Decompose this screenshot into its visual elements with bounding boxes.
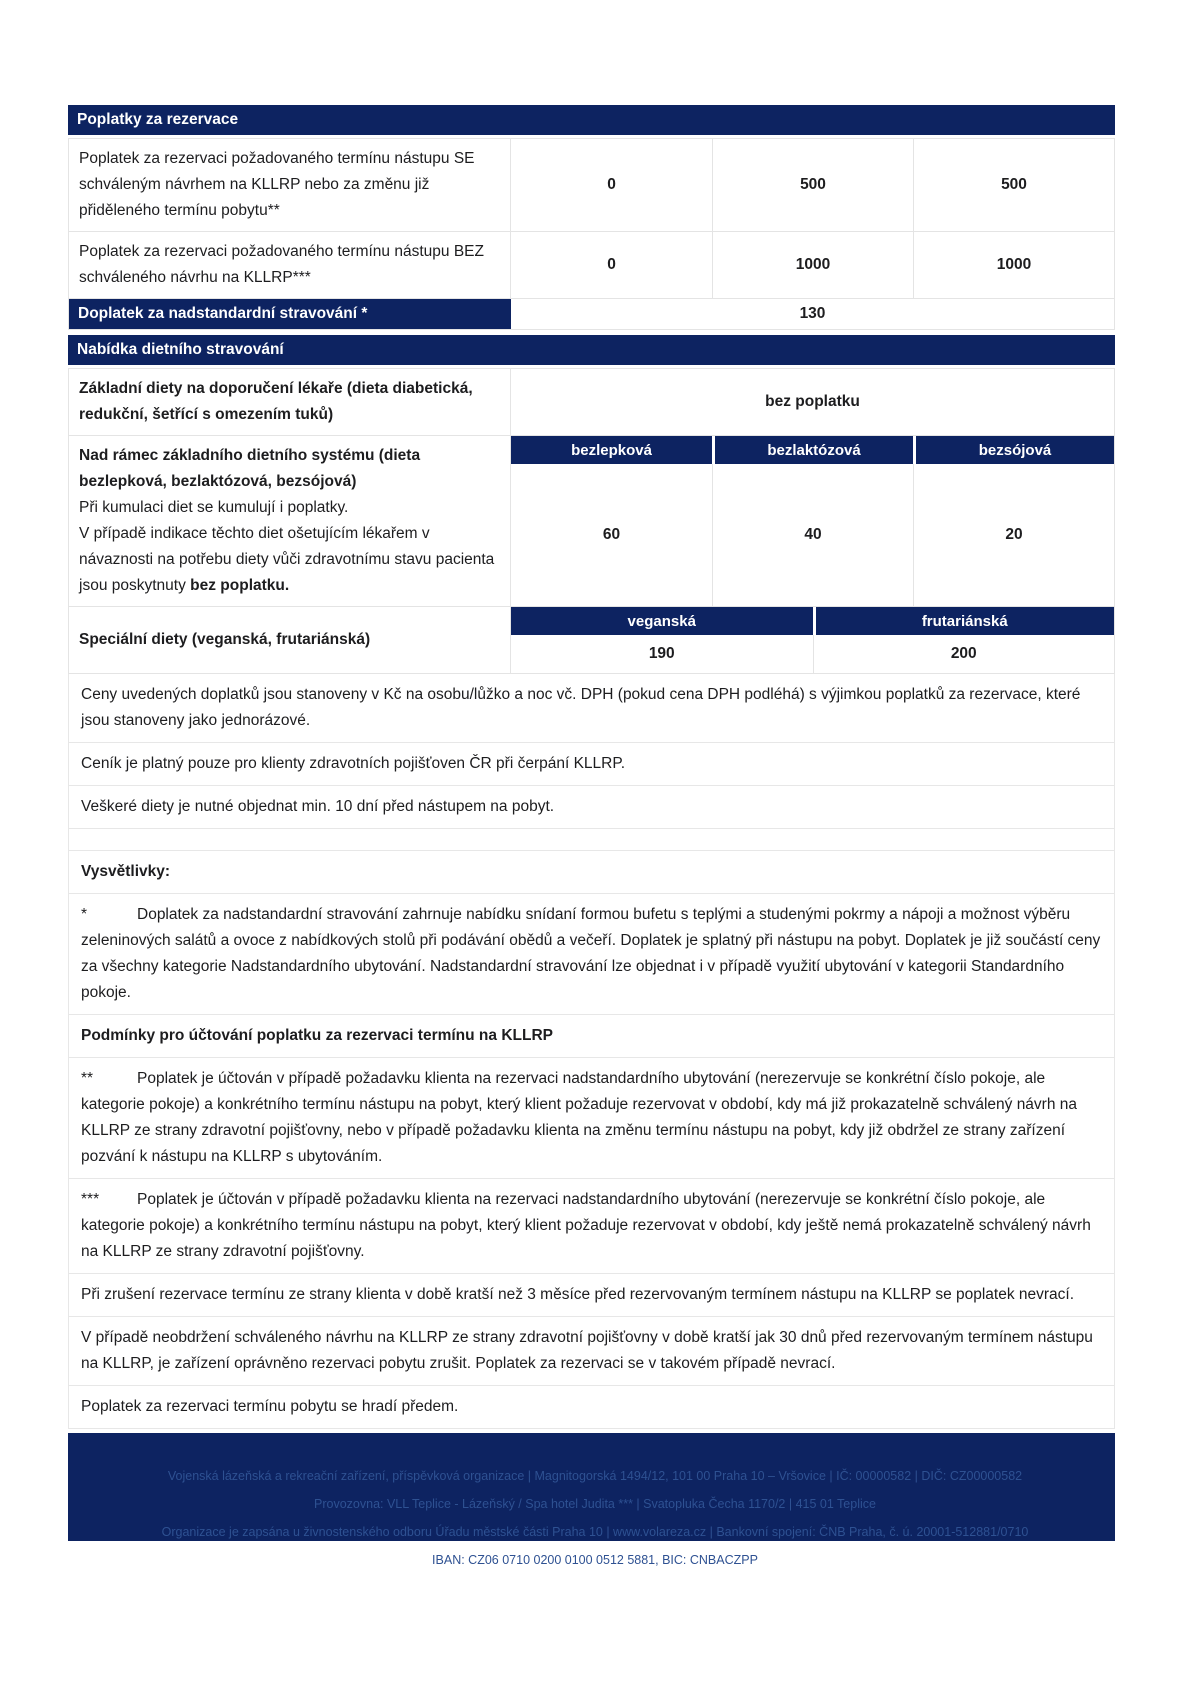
diet-value-cell: 40 xyxy=(712,464,913,606)
diet-value-cell: 190 xyxy=(648,645,675,662)
footnote-row xyxy=(68,894,1115,1015)
special-diet-label-text: Speciální diety (veganská, frutariánská) xyxy=(79,631,371,648)
note-row xyxy=(68,1274,1115,1317)
fee-value-cell: 500 xyxy=(913,139,1114,231)
beyond-label-line2: Při kumulaci diet se kumulují i poplatky. xyxy=(79,499,349,516)
surcharge-row xyxy=(68,299,1115,330)
beyond-label-bold: Nad rámec základního dietního systému (dieta bezlepková, bezlaktózová, bezsójová) xyxy=(79,447,421,490)
special-diet-values xyxy=(511,635,1114,673)
note-heading-text: Podmínky pro účtování poplatku za rezervaci termínu na KLLRP xyxy=(81,1027,553,1044)
footnote-row xyxy=(68,1179,1115,1274)
section-header-diet-offer xyxy=(68,335,1115,365)
note-row xyxy=(68,674,1115,743)
beyond-basic-diet-label xyxy=(69,436,511,606)
note-text: V případě neobdržení schváleného návrhu na KLLRP ze strany zdravotní pojišťovny v době kratší jak 30 dnů před rezervovaným termínem nástupu na KLLRP, je zařízení oprávněno rezervaci pobytu zrušit. Poplatek za rezervaci se v takovém případě nevrací. xyxy=(81,1329,1093,1372)
fee-value-cell: 1000 xyxy=(913,232,1114,298)
note-text: Veškeré diety je nutné objednat min. 10 dní před nástupem na pobyt. xyxy=(81,798,555,815)
fee-row-label: Poplatek za rezervaci požadovaného termínu nástupu BEZ schváleného návrhu na KLLRP*** xyxy=(69,232,511,298)
note-text: Při zrušení rezervace termínu ze strany klienta v době kratší než 3 měsíce před rezervovaným termínem nástupu na KLLRP se poplatek nevrací. xyxy=(81,1286,1075,1303)
footnote-marker: *** xyxy=(81,1191,100,1208)
basic-diet-row xyxy=(68,368,1115,436)
note-row-heading xyxy=(68,1015,1115,1058)
note-text: Ceník je platný pouze pro klienty zdravotních pojišťoven ČR při čerpání KLLRP. xyxy=(81,755,626,772)
footnote-text: Poplatek je účtován v případě požadavku klienta na rezervaci nadstandardního ubytování (nerezervuje se konkrétní číslo pokoje, ale kategorie pokoje) a konkrétního termínu nástupu na pobyt, který klient požaduje rezervovat v období, kdy má již prokazatelně schválený návrh na KLLRP ze strany zdravotní pojišťovny, nebo v případě požadavku klienta na změnu termínu nástupu na pobyt, kdy již obdržel ze strany zařízení pozvání k nástupu na KLLRP s ubytováním. xyxy=(81,1070,1078,1165)
section-header-label: Nabídka dietního stravování xyxy=(77,341,284,358)
table-row xyxy=(68,232,1115,299)
beyond-label-bold-end: bez poplatku. xyxy=(190,577,290,594)
empty-row xyxy=(68,829,1115,851)
footer-line-registration: Organizace je zapsána u živnostenského odboru Úřadu městské části Praha 10 | www.volareza.cz | Bankovní spojení: ČNB Praha, č. ú. 20001-512881/0710 xyxy=(161,1525,1029,1539)
diet-value-cell: 200 xyxy=(813,635,1115,673)
column-header: frutariánská xyxy=(813,607,1115,635)
note-row-heading xyxy=(68,851,1115,894)
column-header: bezlaktózová xyxy=(712,436,913,464)
note-row xyxy=(68,1386,1115,1429)
special-diet-label xyxy=(69,607,511,673)
fee-value-cell: 500 xyxy=(712,139,913,231)
footnote-marker: * xyxy=(81,906,88,923)
fee-value-cell: 0 xyxy=(607,256,616,273)
beyond-label-line3: V případě indikace těchto diet ošetujícím lékařem v návaznosti na potřebu diety vůči zdravotnímu stavu pacienta jsou poskytnuty xyxy=(79,525,495,594)
basic-diet-label: Základní diety na doporučení lékaře (dieta diabetická, redukční, šetřící s omezením tuků) xyxy=(69,369,511,435)
footnote-text: Poplatek je účtován v případě požadavku klienta na rezervaci nadstandardního ubytování (nerezervuje se konkrétní číslo pokoje, ale kategorie pokoje) a konkrétního termínu nástupu na pobyt, který klient požaduje rezervovat v období, kdy ještě nemá prokazatelně schválený návrh na KLLRP ze strany zdravotní pojišťovny. xyxy=(81,1191,1091,1260)
surcharge-value: 130 xyxy=(799,305,826,322)
note-text: Poplatek za rezervaci termínu pobytu se hradí předem. xyxy=(81,1398,459,1415)
diet-value-cell: 20 xyxy=(913,464,1114,606)
surcharge-label: Doplatek za nadstandardní stravování * xyxy=(69,299,511,329)
note-text: Ceny uvedených doplatků jsou stanoveny v Kč na osobu/lůžko a noc vč. DPH (pokud cena DPH podléhá) s výjimkou poplatků za rezervace, které jsou stanoveny jako jednorázové. xyxy=(81,686,1081,729)
note-heading-text: Vysvětlivky: xyxy=(81,863,171,880)
section-header-reservation-fees xyxy=(68,105,1115,135)
column-header: veganská xyxy=(511,607,813,635)
note-row xyxy=(68,743,1115,786)
footer-line-organization: Vojenská lázeňská a rekreační zařízení, příspěvková organizace | Magnitogorská 1494/12, 101 00 Praha 10 – Vršovice | IČ: 00000582 | DIČ: CZ00000582 xyxy=(167,1469,1023,1483)
beyond-basic-diet-row xyxy=(68,436,1115,607)
page-footer xyxy=(0,1462,1190,1574)
note-row xyxy=(68,786,1115,829)
section-header-label: Poplatky za rezervace xyxy=(77,111,239,128)
special-diet-column-headers xyxy=(511,607,1114,635)
fee-value-cell: 1000 xyxy=(712,232,913,298)
basic-diet-value: bez poplatku xyxy=(765,393,860,410)
price-table xyxy=(68,105,1115,1541)
special-diet-row xyxy=(68,607,1115,674)
table-row xyxy=(68,138,1115,232)
footnote-row xyxy=(68,1058,1115,1179)
fee-value-cell: 0 xyxy=(607,176,616,193)
footnote-text: Doplatek za nadstandardní stravování zahrnuje nabídku snídaní formou bufetu s teplými a studenými pokrmy a nápoji a možnost výběru zeleninových salátů a ovoce z nabídkových stolů při podávání obědů a večeří. Doplatek je splatný při nástupu na pobyt. Doplatek je již součástí ceny za všechny kategorie Nadstandardního ubytování. Nadstandardní stravování lze objednat i v případě využití ubytování v kategorii Standardního pokoje. xyxy=(81,906,1101,1001)
footnote-marker: ** xyxy=(81,1070,94,1087)
fee-row-label: Poplatek za rezervaci požadovaného termínu nástupu SE schváleným návrhem na KLLRP nebo za změnu již přiděleného termínu pobytu** xyxy=(69,139,511,231)
column-header: bezlepková xyxy=(511,436,712,464)
note-row xyxy=(68,1317,1115,1386)
diet-value-cell: 60 xyxy=(602,526,621,543)
beyond-diet-column-headers xyxy=(511,436,1114,464)
footer-line-iban: IBAN: CZ06 0710 0200 0100 0512 5881, BIC: CNBACZPP xyxy=(432,1553,758,1567)
footer-line-establishment: Provozovna: VLL Teplice - Lázeňský / Spa hotel Judita *** | Svatopluka Čecha 1170/2 | 415 01 Teplice xyxy=(314,1497,876,1511)
beyond-diet-subtable xyxy=(511,436,1114,606)
column-header: bezsójová xyxy=(913,436,1114,464)
special-diet-subtable xyxy=(511,607,1114,673)
beyond-diet-values xyxy=(511,464,1114,606)
